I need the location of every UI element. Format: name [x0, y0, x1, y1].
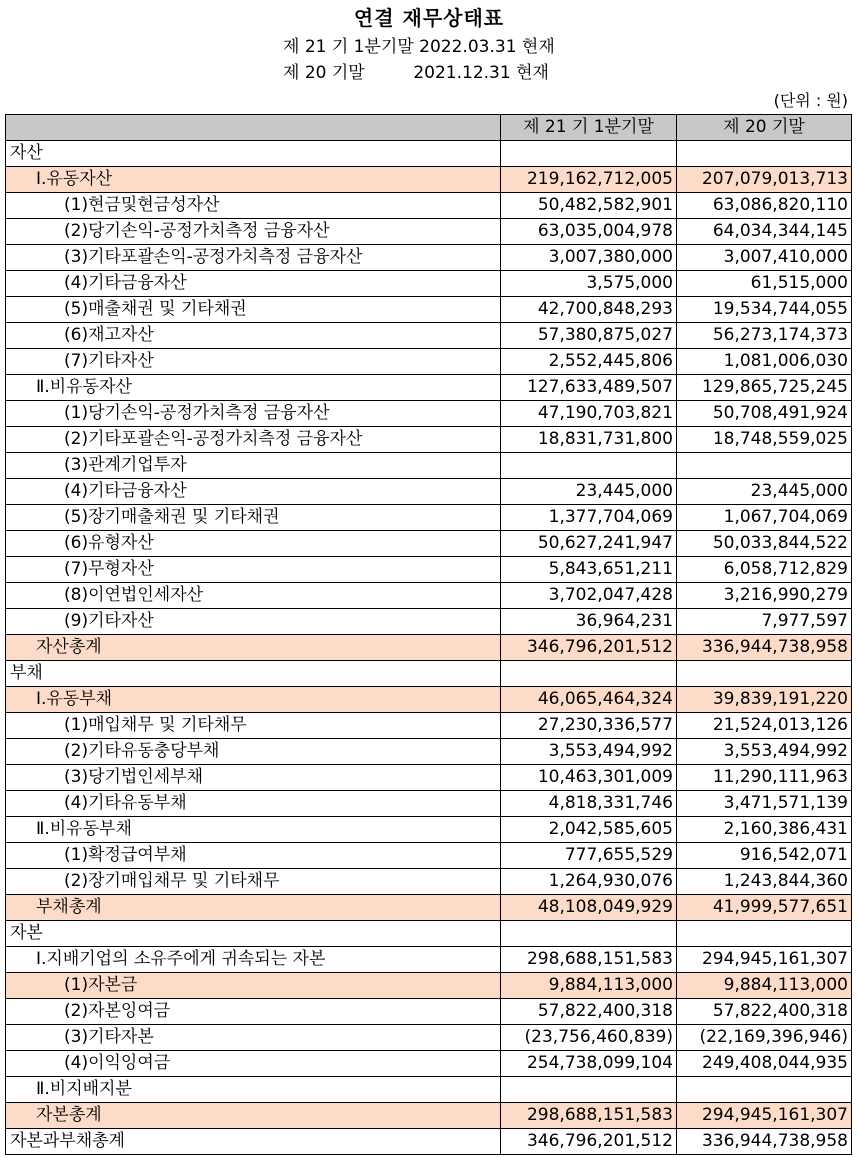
table-row [6, 505, 852, 531]
row-value-previous: 63,086,820,110 [677, 193, 852, 219]
row-label: (7)기타자산 [6, 349, 501, 375]
table-row [6, 739, 852, 765]
row-value-current: 63,035,004,978 [501, 219, 677, 245]
row-label: (2)기타유동충당부채 [6, 739, 501, 765]
row-value-current [501, 453, 677, 479]
table-row [6, 999, 852, 1025]
row-label: (3)당기법인세부채 [6, 765, 501, 791]
table-row [6, 453, 852, 479]
row-value-current: 10,463,301,009 [501, 765, 677, 791]
row-value-previous: 1,243,844,360 [677, 869, 852, 895]
row-value-current: 1,377,704,069 [501, 505, 677, 531]
unit-label: (단위 : 원) [773, 91, 848, 110]
table-row [6, 167, 852, 193]
row-label: (1)매입채무 및 기타채무 [6, 713, 501, 739]
row-value-current: 4,818,331,746 [501, 791, 677, 817]
row-value-previous: 336,944,738,958 [677, 635, 852, 661]
row-label: (1)당기손익-공정가치측정 금융자산 [6, 401, 501, 427]
row-value-current: 57,380,875,027 [501, 323, 677, 349]
period-current: 제 21 기 1분기말 2022.03.31 현재 [283, 37, 555, 57]
row-value-current: 48,108,049,929 [501, 895, 677, 921]
row-value-current [501, 141, 677, 167]
row-value-current: 9,884,113,000 [501, 973, 677, 999]
row-value-current: 23,445,000 [501, 479, 677, 505]
row-value-current: 18,831,731,800 [501, 427, 677, 453]
row-value-current: 346,796,201,512 [501, 1129, 677, 1155]
row-value-previous: 57,822,400,318 [677, 999, 852, 1025]
row-value-current: 346,796,201,512 [501, 635, 677, 661]
row-value-previous: 3,007,410,000 [677, 245, 852, 271]
table-row [6, 661, 852, 687]
row-value-current: 47,190,703,821 [501, 401, 677, 427]
table-row [6, 375, 852, 401]
row-value-current: 219,162,712,005 [501, 167, 677, 193]
row-value-previous: 3,553,494,992 [677, 739, 852, 765]
table-row [6, 297, 852, 323]
row-label: 자본 [6, 921, 501, 947]
table-row [6, 973, 852, 999]
table-header-row [6, 115, 852, 141]
table-row [6, 141, 852, 167]
table-row [6, 947, 852, 973]
row-value-previous: 7,977,597 [677, 609, 852, 635]
row-label: 자본과부채총계 [6, 1129, 501, 1155]
row-label: 자본총계 [6, 1103, 501, 1129]
row-value-previous: 294,945,161,307 [677, 947, 852, 973]
row-value-previous: 39,839,191,220 [677, 687, 852, 713]
row-value-previous: 1,081,006,030 [677, 349, 852, 375]
row-value-previous: 3,216,990,279 [677, 583, 852, 609]
table-row [6, 869, 852, 895]
table-row [6, 557, 852, 583]
row-value-current: 5,843,651,211 [501, 557, 677, 583]
table-row [6, 245, 852, 271]
row-value-current: 298,688,151,583 [501, 1103, 677, 1129]
row-value-current: (23,756,460,839) [501, 1025, 677, 1051]
row-label: (3)기타자본 [6, 1025, 501, 1051]
row-value-current: 3,702,047,428 [501, 583, 677, 609]
row-label: Ⅱ.비유동자산 [6, 375, 501, 401]
row-value-previous: 1,067,704,069 [677, 505, 852, 531]
row-value-previous: 249,408,044,935 [677, 1051, 852, 1077]
row-value-current: 36,964,231 [501, 609, 677, 635]
table-row [6, 895, 852, 921]
table-row [6, 427, 852, 453]
row-value-current: 1,264,930,076 [501, 869, 677, 895]
row-value-current: 3,007,380,000 [501, 245, 677, 271]
column-header-previous: 제 20 기말 [677, 115, 852, 141]
table-body [6, 141, 852, 1155]
row-label: (9)기타자산 [6, 609, 501, 635]
row-value-previous: 21,524,013,126 [677, 713, 852, 739]
table-row [6, 1077, 852, 1103]
row-label: 부채 [6, 661, 501, 687]
table-row [6, 271, 852, 297]
table-row [6, 1051, 852, 1077]
table-row [6, 1129, 852, 1155]
row-value-previous: 64,034,344,145 [677, 219, 852, 245]
row-label: Ⅰ.유동자산 [6, 167, 501, 193]
row-label: (3)기타포괄손익-공정가치측정 금융자산 [6, 245, 501, 271]
row-label: 부채총계 [6, 895, 501, 921]
row-value-current: 42,700,848,293 [501, 297, 677, 323]
row-label: Ⅰ.지배기업의 소유주에게 귀속되는 자본 [6, 947, 501, 973]
row-value-previous: 19,534,744,055 [677, 297, 852, 323]
row-value-previous [677, 1077, 852, 1103]
row-value-previous [677, 141, 852, 167]
row-value-previous: 6,058,712,829 [677, 557, 852, 583]
row-label: (7)무형자산 [6, 557, 501, 583]
table-row [6, 349, 852, 375]
table-row [6, 635, 852, 661]
row-value-previous: 3,471,571,139 [677, 791, 852, 817]
row-label: (4)이익잉여금 [6, 1051, 501, 1077]
row-label: (2)장기매입채무 및 기타채무 [6, 869, 501, 895]
row-value-current: 127,633,489,507 [501, 375, 677, 401]
row-label: (4)기타금융자산 [6, 271, 501, 297]
period-info [283, 34, 555, 86]
row-value-current [501, 1077, 677, 1103]
row-value-previous: 129,865,725,245 [677, 375, 852, 401]
row-label: (6)유형자산 [6, 531, 501, 557]
table-row [6, 817, 852, 843]
table-row [6, 323, 852, 349]
row-value-current: 50,627,241,947 [501, 531, 677, 557]
row-label: (4)기타유동부채 [6, 791, 501, 817]
row-value-current [501, 661, 677, 687]
row-value-previous: 61,515,000 [677, 271, 852, 297]
row-value-previous [677, 453, 852, 479]
table-row [6, 843, 852, 869]
table-row [6, 401, 852, 427]
row-label: (1)확정급여부채 [6, 843, 501, 869]
table-row [6, 219, 852, 245]
row-label: (6)재고자산 [6, 323, 501, 349]
row-value-previous [677, 921, 852, 947]
row-value-current [501, 921, 677, 947]
row-label: (1)자본금 [6, 973, 501, 999]
row-value-current: 27,230,336,577 [501, 713, 677, 739]
row-value-current: 2,042,585,605 [501, 817, 677, 843]
row-label: (3)관계기업투자 [6, 453, 501, 479]
row-value-previous: 916,542,071 [677, 843, 852, 869]
row-label: Ⅱ.비유동부채 [6, 817, 501, 843]
row-value-current: 3,575,000 [501, 271, 677, 297]
row-value-current: 57,822,400,318 [501, 999, 677, 1025]
row-value-current: 298,688,151,583 [501, 947, 677, 973]
row-label: (4)기타금융자산 [6, 479, 501, 505]
table-row [6, 687, 852, 713]
row-label: (2)자본잉여금 [6, 999, 501, 1025]
row-value-previous: 11,290,111,963 [677, 765, 852, 791]
table-row [6, 791, 852, 817]
row-value-current: 254,738,099,104 [501, 1051, 677, 1077]
table-row [6, 765, 852, 791]
row-label: 자산총계 [6, 635, 501, 661]
row-value-current: 46,065,464,324 [501, 687, 677, 713]
row-label: (5)장기매출채권 및 기타채권 [6, 505, 501, 531]
row-value-previous: 207,079,013,713 [677, 167, 852, 193]
table-row [6, 479, 852, 505]
table-row [6, 921, 852, 947]
row-value-previous: 336,944,738,958 [677, 1129, 852, 1155]
column-header-item [6, 115, 501, 141]
row-value-previous: 41,999,577,651 [677, 895, 852, 921]
column-header-current: 제 21 기 1분기말 [501, 115, 677, 141]
row-value-current: 2,552,445,806 [501, 349, 677, 375]
row-label: (1)현금및현금성자산 [6, 193, 501, 219]
row-label: (5)매출채권 및 기타채권 [6, 297, 501, 323]
table-row [6, 193, 852, 219]
row-value-previous: 18,748,559,025 [677, 427, 852, 453]
table-row [6, 531, 852, 557]
row-value-previous: 50,708,491,924 [677, 401, 852, 427]
row-value-previous: 50,033,844,522 [677, 531, 852, 557]
table-row [6, 1025, 852, 1051]
row-value-previous: 2,160,386,431 [677, 817, 852, 843]
row-label: Ⅱ.비지배지분 [6, 1077, 501, 1103]
row-value-current: 777,655,529 [501, 843, 677, 869]
table-row [6, 1103, 852, 1129]
row-value-current: 50,482,582,901 [501, 193, 677, 219]
period-previous: 제 20 기말 2021.12.31 현재 [283, 63, 549, 83]
row-label: (2)기타포괄손익-공정가치측정 금융자산 [6, 427, 501, 453]
table-row [6, 713, 852, 739]
row-value-previous [677, 661, 852, 687]
row-label: 자산 [6, 141, 501, 167]
row-label: (8)이연법인세자산 [6, 583, 501, 609]
table-row [6, 609, 852, 635]
page-title: 연결 재무상태표 [353, 6, 505, 30]
row-value-current: 3,553,494,992 [501, 739, 677, 765]
row-label: (2)당기손익-공정가치측정 금융자산 [6, 219, 501, 245]
row-value-previous: 56,273,174,373 [677, 323, 852, 349]
balance-sheet-table [5, 114, 852, 1155]
row-value-previous: 23,445,000 [677, 479, 852, 505]
table-row [6, 583, 852, 609]
row-value-previous: 9,884,113,000 [677, 973, 852, 999]
row-label: Ⅰ.유동부채 [6, 687, 501, 713]
row-value-previous: 294,945,161,307 [677, 1103, 852, 1129]
row-value-previous: (22,169,396,946) [677, 1025, 852, 1051]
